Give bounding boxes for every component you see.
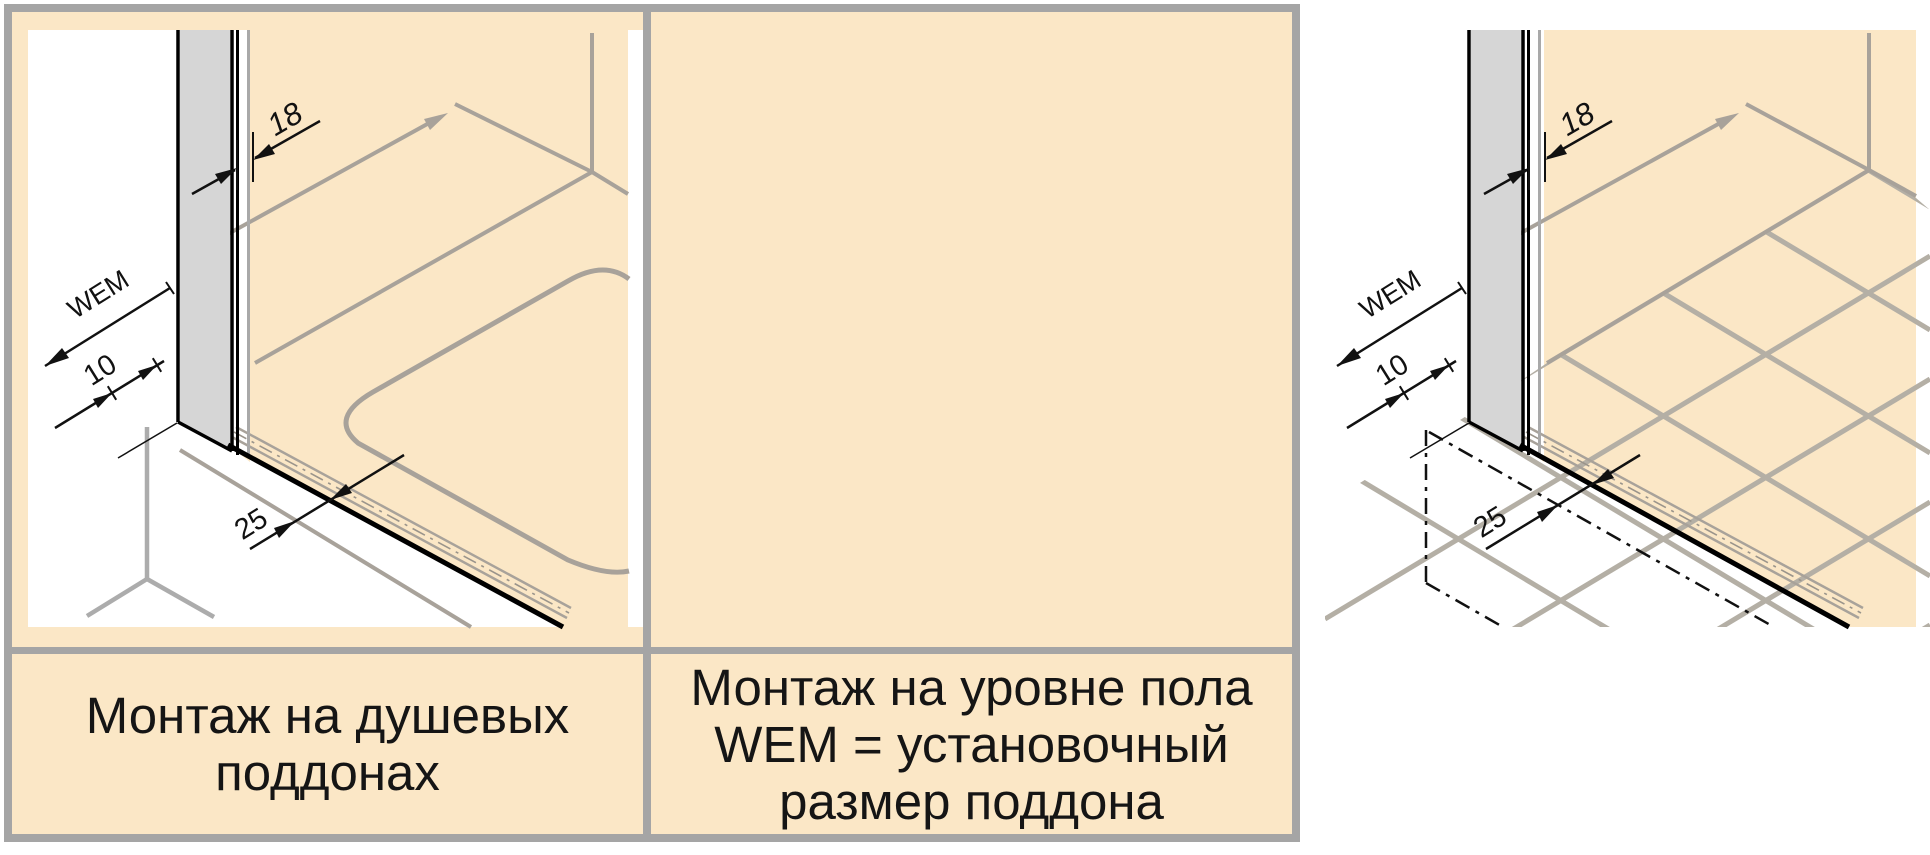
dimension-label-wem: WEM	[62, 264, 135, 325]
caption-line: Монтаж на душевых	[85, 687, 570, 744]
dimension-10	[1347, 348, 1469, 458]
caption-line: поддонах	[215, 744, 440, 801]
dimension-wem	[45, 264, 174, 366]
left-drawing-area	[28, 30, 643, 627]
vertical-divider	[643, 12, 651, 834]
dimension-label-25: 25	[229, 502, 274, 547]
left-diagram	[28, 30, 643, 627]
outer-frame	[4, 4, 1601, 842]
caption-line: Монтаж на уровне пола	[690, 658, 1253, 716]
dimension-label-10: 10	[78, 348, 123, 393]
dimension-label-18: 18	[1553, 95, 1601, 143]
dimension-label-10: 10	[1370, 348, 1415, 393]
right-diagram	[1325, 30, 1930, 627]
caption-shower-tray	[12, 654, 643, 834]
horizontal-divider	[12, 647, 1292, 654]
floor-corner-lines	[87, 427, 214, 617]
dimension-label-25: 25	[1468, 500, 1513, 545]
wall-profile-bar	[1471, 30, 1521, 450]
dimension-10	[55, 348, 177, 458]
caption-line: WEM = установочный	[714, 715, 1229, 773]
dimension-label-18: 18	[261, 95, 309, 143]
wall-profile-bar	[180, 30, 230, 450]
caption-line: размер поддона	[779, 772, 1164, 830]
caption-floor-level	[651, 654, 1292, 834]
dimension-label-wem: WEM	[1354, 264, 1427, 325]
right-drawing-area	[1325, 30, 1930, 627]
dimension-wem	[1337, 264, 1466, 366]
